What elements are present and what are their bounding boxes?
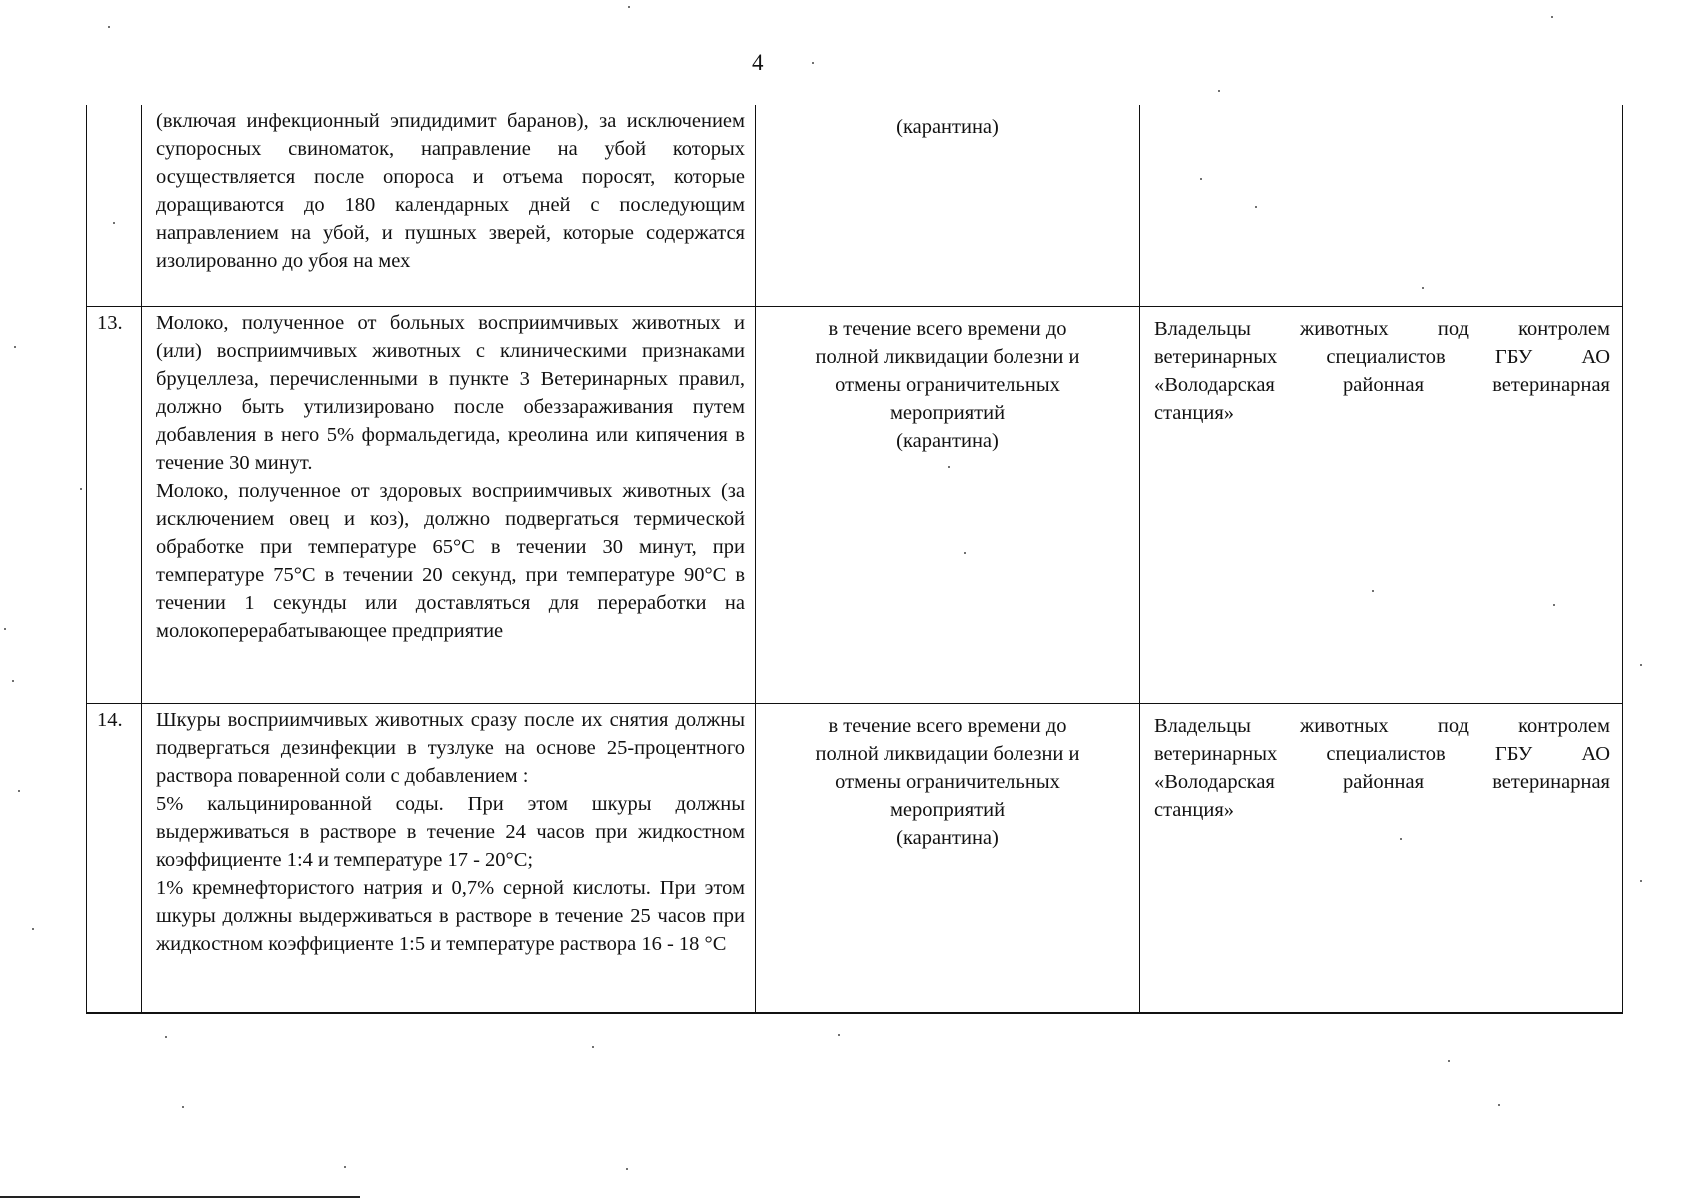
term-line: полной ликвидации болезни и xyxy=(815,743,1080,765)
scan-speck xyxy=(1372,590,1374,592)
scan-speck xyxy=(812,62,814,64)
measure-text xyxy=(142,704,756,1014)
responsible-line: ветеринарных специалистов ГБУ АО xyxy=(1154,346,1610,368)
scan-speck xyxy=(1422,287,1424,289)
scan-speck xyxy=(964,552,966,554)
table-row-continued xyxy=(87,105,1623,307)
scan-speck xyxy=(1218,90,1220,92)
measure-paragraph: (включая инфекционный эпидидимит баранов), за исключением супоросных свиноматок, направление на убой которых осуществляется после опороса и отъема поросят, которые доращиваются до 180 календарных дней с последующим направлением на убой, и пушных зверей, которые содержатся изолированно до убоя на мех xyxy=(156,110,745,272)
page-number: 4 xyxy=(752,50,764,75)
scan-speck xyxy=(113,222,115,224)
term-cell xyxy=(756,704,1140,1014)
scan-speck xyxy=(108,26,110,28)
scan-speck xyxy=(1255,206,1257,208)
scan-speck xyxy=(1200,178,1202,180)
term-line: (карантина) xyxy=(896,827,999,849)
responsible-line: станция» xyxy=(1154,402,1234,424)
term-line: в течение всего времени до xyxy=(828,318,1067,340)
responsible-line: «Володарская районная ветеринарная xyxy=(1154,771,1610,793)
scan-speck xyxy=(18,790,20,792)
responsible-cell xyxy=(1140,105,1623,307)
measure-paragraph: Молоко, полученное от больных восприимчивых животных и (или) восприимчивых животных с клиническими признаками бруцеллеза, перечисленными в пункте 3 Ветеринарных правил, должно быть утилизировано после обеззараживания путем добавления в него 5% формальдегида, креолина или кипячения в течение 30 минут. xyxy=(156,312,745,474)
term-line: (карантина) xyxy=(896,116,999,138)
scan-speck xyxy=(628,6,630,8)
scan-speck xyxy=(948,466,950,468)
scan-speck xyxy=(32,928,34,930)
scan-speck xyxy=(80,488,82,490)
term-line: мероприятий xyxy=(889,402,1006,424)
measure-paragraph: 5% кальцинированной соды. При этом шкуры должны выдерживаться в растворе в течение 24 часов при жидкостном коэффициенте 1:4 и температуре 17 - 20°С; xyxy=(156,793,745,871)
responsible-line: Владельцы животных под контролем xyxy=(1154,715,1610,737)
scan-speck xyxy=(1553,604,1555,606)
row-number: 14. xyxy=(87,704,142,1014)
scan-speck xyxy=(1448,1060,1450,1062)
term-cell xyxy=(756,105,1140,307)
scan-speck xyxy=(165,1036,167,1038)
responsible-cell xyxy=(1140,307,1623,704)
scan-speck xyxy=(1640,664,1642,666)
row-number: 13. xyxy=(87,307,142,704)
measure-text xyxy=(142,105,756,307)
scan-speck xyxy=(1400,838,1402,840)
measure-paragraph: 1% кремнефтористого натрия и 0,7% серной кислоты. При этом шкуры должны выдерживаться в растворе в течение 25 часов при жидкостном коэффициенте 1:5 и температуре раствора 16 - 18 °С xyxy=(156,877,745,955)
scan-speck xyxy=(4,628,6,630)
measure-paragraph: Шкуры восприимчивых животных сразу после их снятия должны подвергаться дезинфекции в тузлуке на основе 25-процентного раствора поваренной соли с добавлением : xyxy=(156,709,745,787)
table-row-13 xyxy=(87,307,1623,704)
regulations-table xyxy=(86,105,1623,1014)
responsible-cell xyxy=(1140,704,1623,1014)
term-cell xyxy=(756,307,1140,704)
scan-speck xyxy=(592,1046,594,1048)
scan-speck xyxy=(1498,1104,1500,1106)
measure-paragraph: Молоко, полученное от здоровых восприимчивых животных (за исключением овец и коз), должно подвергаться термической обработке при температуре 65°С в течении 30 минут, при температуре 75°С в течении 20 секунд, при температуре 90°С в течении 1 секунды или доставляться для переработки на молокоперерабатывающее предприятие xyxy=(156,480,745,642)
term-line: отмены ограничительных xyxy=(835,374,1060,396)
term-line: в течение всего времени до xyxy=(828,715,1067,737)
row-number xyxy=(87,105,142,307)
term-line: отмены ограничительных xyxy=(835,771,1060,793)
term-line: мероприятий xyxy=(889,799,1006,821)
table-row-14 xyxy=(87,704,1623,1014)
scan-speck xyxy=(12,680,14,682)
scan-speck xyxy=(14,346,16,348)
term-line: (карантина) xyxy=(896,430,999,452)
scan-speck xyxy=(182,1106,184,1108)
measure-text xyxy=(142,307,756,704)
term-line: полной ликвидации болезни и xyxy=(815,346,1080,368)
responsible-line: ветеринарных специалистов ГБУ АО xyxy=(1154,743,1610,765)
scan-speck xyxy=(1551,16,1553,18)
bottom-rule xyxy=(0,1196,360,1198)
responsible-line: станция» xyxy=(1154,799,1234,821)
responsible-line: Владельцы животных под контролем xyxy=(1154,318,1610,340)
scan-speck xyxy=(838,1034,840,1036)
scan-speck xyxy=(1640,880,1642,882)
scan-speck xyxy=(344,1166,346,1168)
responsible-line: «Володарская районная ветеринарная xyxy=(1154,374,1610,396)
scan-speck xyxy=(626,1168,628,1170)
